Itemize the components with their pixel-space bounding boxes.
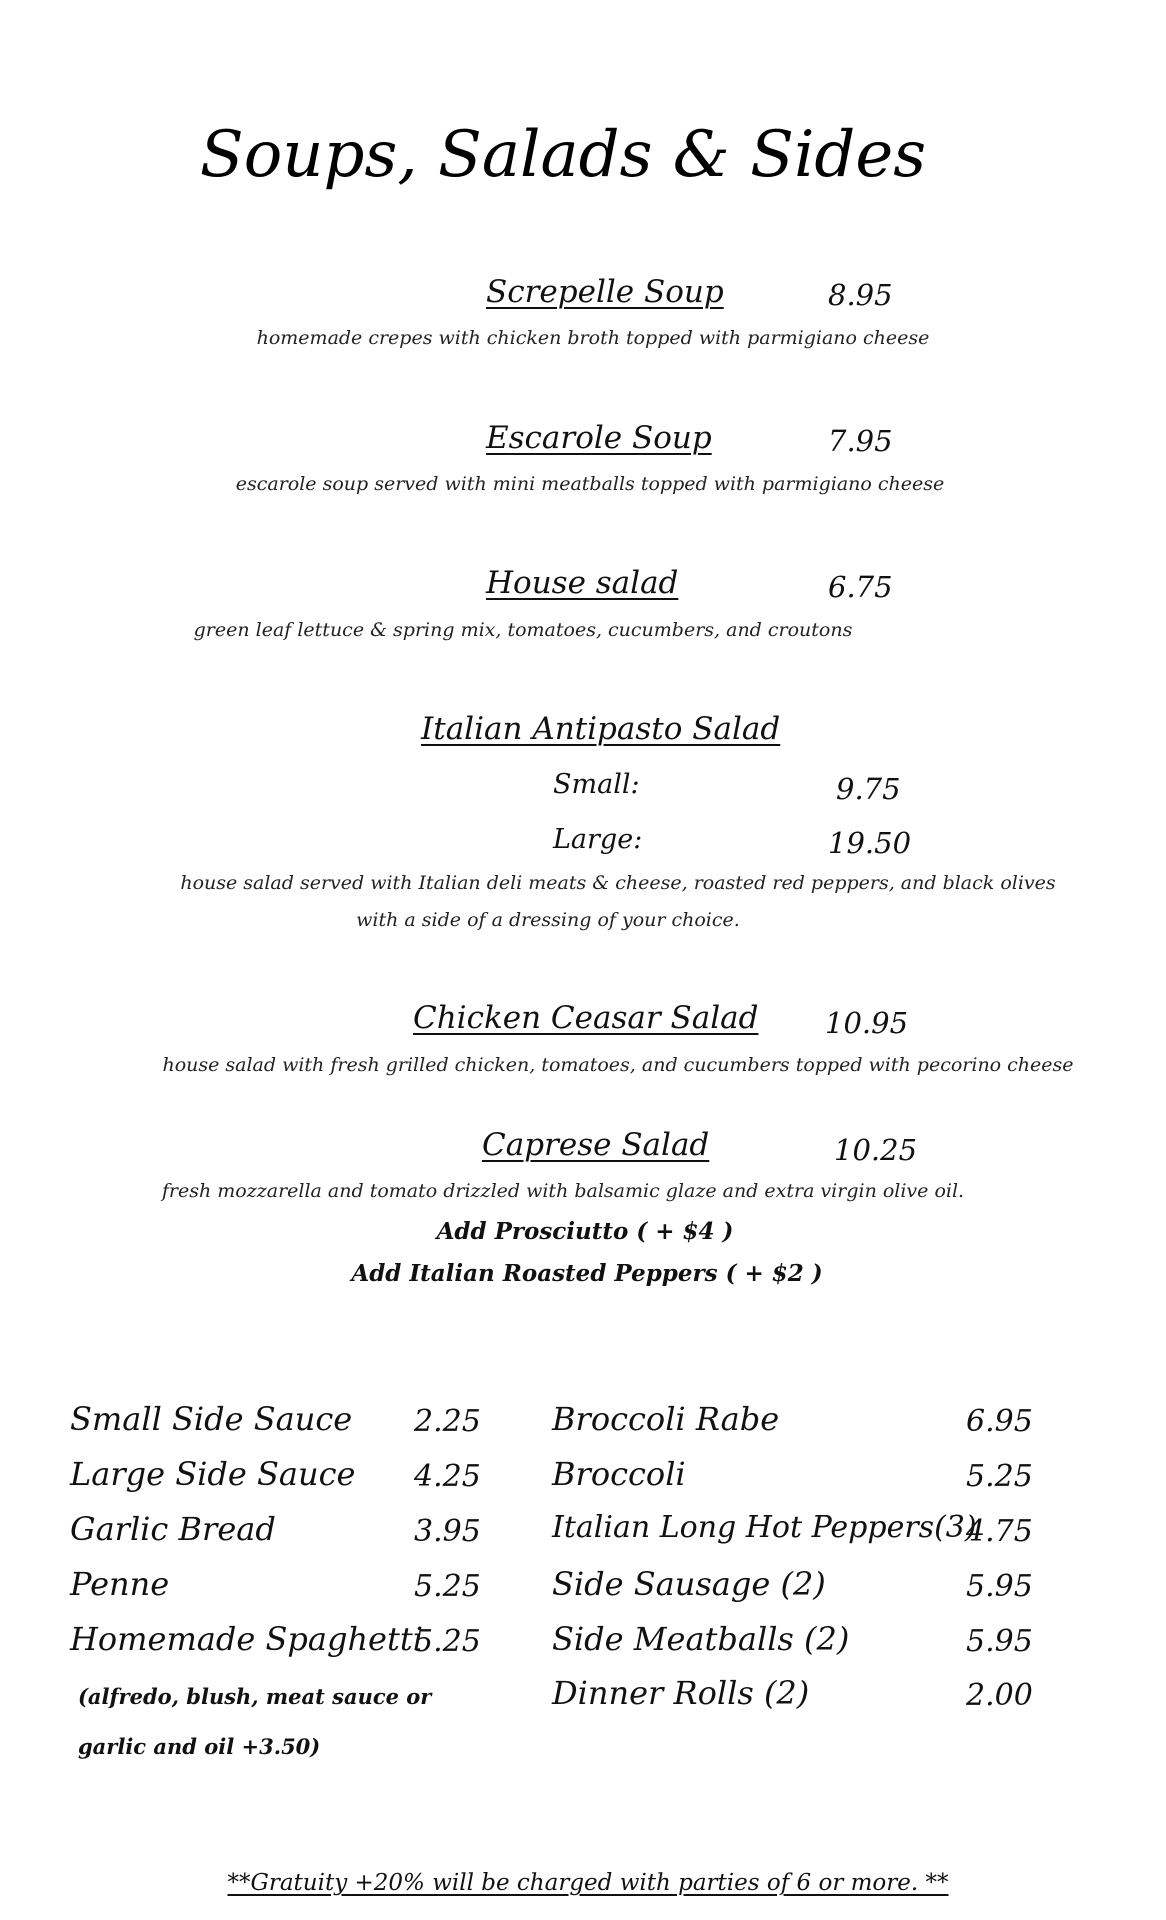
menu-title: Soups, Salads & Sides [199,118,927,192]
item-name-escarole-soup: Escarole Soup [486,420,712,456]
size-label-small: Small: [553,769,640,800]
side-name-broccoli: Broccoli [552,1455,686,1493]
side-price-italian-long-hot-peppers: 4.75 [966,1514,1033,1549]
item-price-screpelle-soup: 8.95 [828,278,893,312]
side-price-dinner-rolls: 2.00 [966,1678,1033,1713]
side-name-broccoli-rabe: Broccoli Rabe [552,1400,780,1438]
item-description-antipasto-line-1: house salad served with Italian deli meats & cheese, roasted red peppers, and black olives [180,872,1056,894]
size-price-small: 9.75 [836,772,901,806]
side-name-italian-long-hot-peppers: Italian Long Hot Peppers(3) [552,1510,977,1545]
item-name-caprese-salad: Caprese Salad [482,1127,710,1163]
side-price-side-meatballs: 5.95 [966,1624,1033,1659]
side-name-side-sausage: Side Sausage (2) [552,1565,826,1603]
item-price-escarole-soup: 7.95 [828,424,893,458]
item-description-chicken-ceasar-salad: house salad with fresh grilled chicken, tomatoes, and cucumbers topped with pecorino cheese [162,1054,1074,1076]
side-note-line-2: garlic and oil +3.50) [78,1734,321,1759]
side-price-small-side-sauce: 2.25 [414,1404,481,1439]
addon-roasted-peppers: Add Italian Roasted Peppers ( + $2 ) [351,1260,823,1287]
side-note-line-1: (alfredo, blush, meat sauce or [78,1684,432,1709]
side-name-side-meatballs: Side Meatballs (2) [552,1620,850,1658]
item-description-caprese-salad: fresh mozzarella and tomato drizzled with balsamic glaze and extra virgin olive oil. [161,1180,965,1202]
item-price-chicken-ceasar-salad: 10.95 [825,1006,909,1040]
addon-prosciutto: Add Prosciutto ( + $4 ) [436,1218,734,1245]
side-name-garlic-bread: Garlic Bread [70,1510,276,1548]
side-price-broccoli: 5.25 [966,1459,1033,1494]
item-price-caprese-salad: 10.25 [834,1133,918,1167]
side-price-garlic-bread: 3.95 [414,1514,481,1549]
item-name-chicken-ceasar-salad: Chicken Ceasar Salad [413,1000,759,1036]
side-name-dinner-rolls: Dinner Rolls (2) [552,1674,810,1712]
side-price-broccoli-rabe: 6.95 [966,1404,1033,1439]
item-name-screpelle-soup: Screpelle Soup [486,274,724,310]
side-price-homemade-spaghetti: 5.25 [414,1624,481,1659]
item-description-antipasto-line-2: with a side of a dressing of your choice. [356,909,740,931]
gratuity-notice: **Gratuity +20% will be charged with parties of 6 or more. ** [227,1870,949,1896]
side-price-side-sausage: 5.95 [966,1569,1033,1604]
size-label-large: Large: [553,824,643,855]
item-description-escarole-soup: escarole soup served with mini meatballs topped with parmigiano cheese [235,473,945,495]
side-price-large-side-sauce: 4.25 [414,1459,481,1494]
item-price-house-salad: 6.75 [828,570,893,604]
item-name-italian-antipasto-salad: Italian Antipasto Salad [421,711,781,747]
size-price-large: 19.50 [828,826,912,860]
side-name-large-side-sauce: Large Side Sauce [70,1455,356,1493]
side-name-penne: Penne [70,1565,170,1603]
side-name-small-side-sauce: Small Side Sauce [70,1400,353,1438]
side-name-homemade-spaghetti: Homemade Spaghetti [70,1620,423,1658]
item-description-screpelle-soup: homemade crepes with chicken broth topped with parmigiano cheese [256,327,930,349]
item-description-house-salad: green leaf lettuce & spring mix, tomatoes, cucumbers, and croutons [193,619,853,641]
item-name-house-salad: House salad [486,565,679,601]
side-price-penne: 5.25 [414,1569,481,1604]
